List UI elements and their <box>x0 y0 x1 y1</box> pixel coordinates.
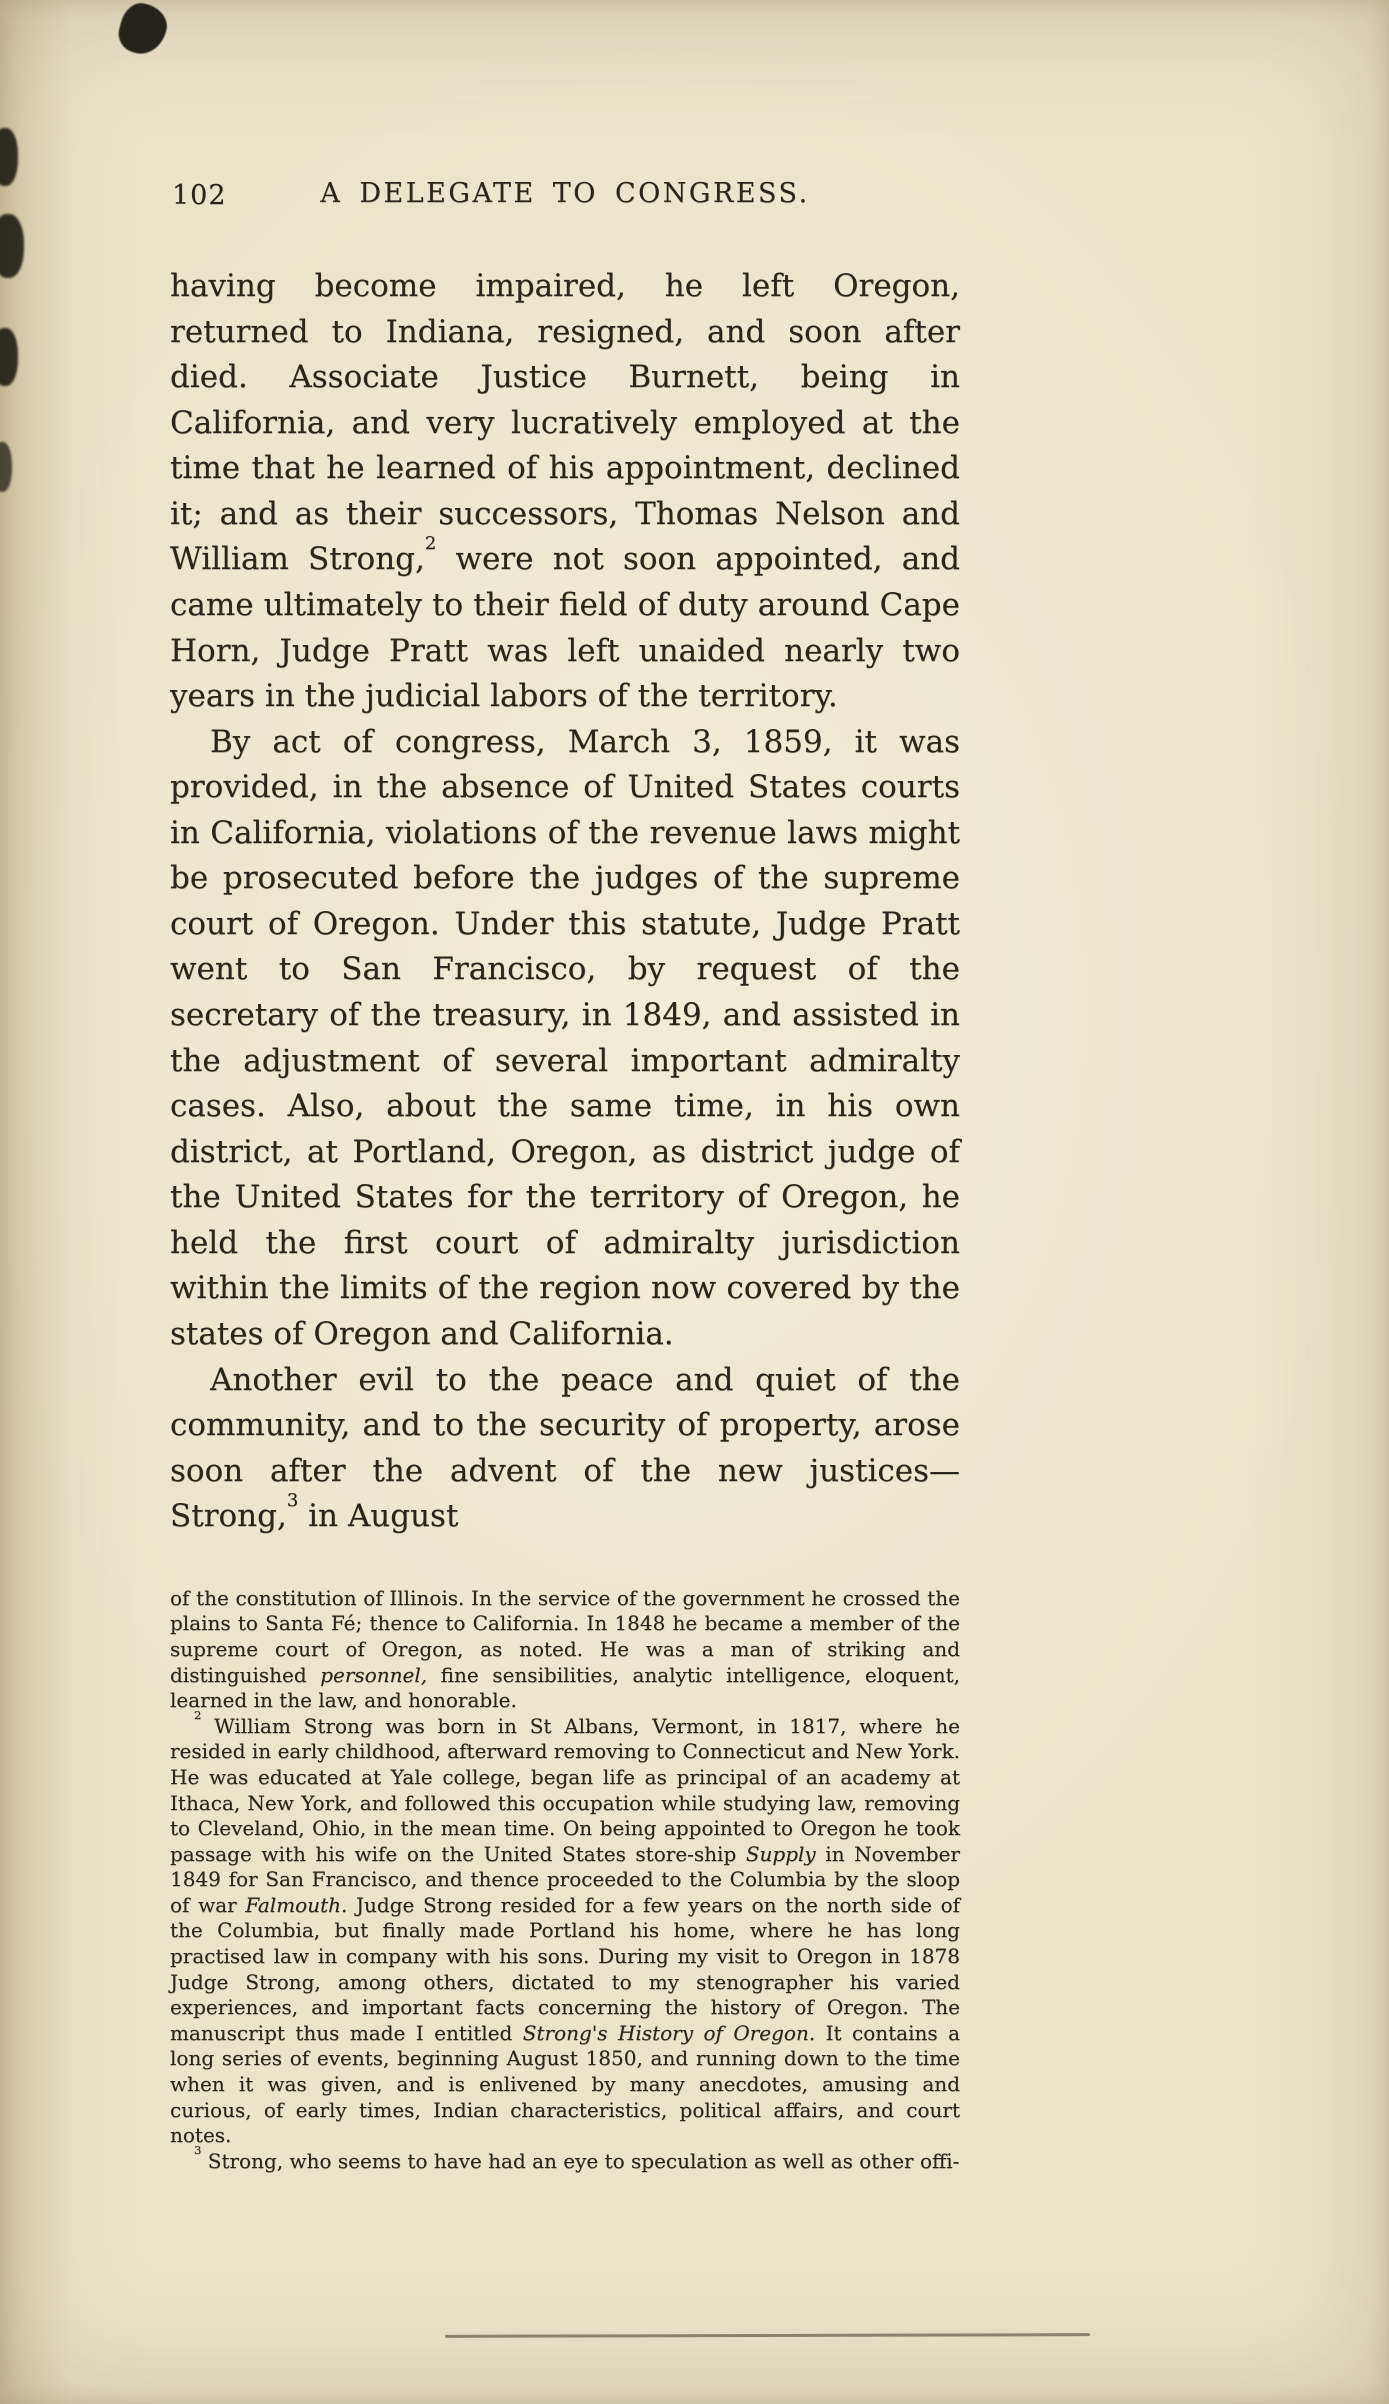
page-header <box>170 178 960 220</box>
page-edge-mark <box>0 328 18 386</box>
footnote <box>170 1708 961 2149</box>
page-edge-mark <box>0 214 24 278</box>
text-run: were not soon appointed, and came ultimately to their field of duty around Cape Horn, Judge Pratt was left unaided nearly two years in the judicial labors of the territory. <box>170 541 960 715</box>
text-run: William Strong was born in St Albans, Vermont, in 1817, where he resided in early childhood, afterward removing to Connecticut and New York. He was educated at Yale college, began life as principal of an academy at Ithaca, New York, and followed this occupation while studying law, removing to Cleveland, Ohio, in the mean time. On being appointed to Oregon he took passage with his wife on the United States store-ship <box>170 1713 960 1866</box>
page-content <box>170 178 960 2174</box>
footnote-marker: 3 <box>286 1489 299 1511</box>
footnote <box>170 2143 960 2175</box>
body-paragraph <box>170 1358 960 1540</box>
text-run: of the constitution of Illinois. In the service of the government he crossed the plains to Santa Fé; thence to California. In 1848 he became a member of the supreme court of Oregon, as noted. He was a man of striking and distinguished <box>170 1585 960 1687</box>
footnote <box>170 1586 960 1714</box>
page-edge-mark <box>0 128 18 186</box>
body-paragraph <box>170 264 960 720</box>
footnotes <box>170 1586 960 2175</box>
ink-smudge-artifact <box>115 0 172 59</box>
text-run: having become impaired, he left Oregon, returned to Indiana, resigned, and soon after died. Associate Justice Burnett, being in California, and very lucratively employed at the time that he learned of his appointment, declined it; and as their successors, Thomas Nelson and William Strong, <box>170 268 960 578</box>
page-edge-mark <box>0 442 12 492</box>
footnote-marker: 2 <box>424 533 437 555</box>
italic-text: Supply <box>745 1841 816 1866</box>
text-run: Judge Strong resided for a few years on the north side of the Columbia, but finally made Portland his home, where he has long practised law in company with his sons. During my visit to Oregon in 1878 Judge Strong, among others, dictated to my stenographer his varied experiences, and important facts concerning the history of Oregon. The manuscript thus made I entitled <box>170 1892 961 2045</box>
italic-text: Strong's History of Oregon. <box>522 2020 816 2045</box>
running-head: A DELEGATE TO CONGRESS. <box>320 178 810 209</box>
footnote-marker: 3 <box>194 2143 202 2158</box>
page-number: 102 <box>172 180 227 211</box>
body-text <box>170 264 960 1540</box>
text-run: Another evil to the peace and quiet of the community, and to the security of property, arose soon after the advent of the new justices—Strong, <box>170 1361 960 1535</box>
body-paragraph <box>170 720 960 1358</box>
footnote-marker: 2 <box>194 1708 202 1723</box>
text-run: in November 1849 for San Francisco, and thence proceeded to the Columbia by the sloop of war <box>170 1841 960 1917</box>
italic-text: personnel, <box>320 1662 428 1687</box>
text-run: fine sensibilities, analytic intelligence, eloquent, learned in the law, and honorable. <box>170 1662 961 1713</box>
italic-text: Falmouth. <box>245 1892 348 1917</box>
text-run: in August <box>298 1498 459 1535</box>
text-run: It contains a long series of events, beginning August 1850, and running down to the time when it was given, and is enlivened by many anecdotes, amusing and curious, of early times, Indian characteristics, political affairs, and court notes. <box>170 2020 960 2148</box>
scan-line-artifact <box>445 2333 1090 2338</box>
text-run: By act of congress, March 3, 1859, it was provided, in the absence of United States courts in California, violations of the revenue laws might be prosecuted before the judges of the supreme court of Oregon. Under this statute, Judge Pratt went to San Francisco, by request of the secretary of the treasury, in 1849, and assisted in the adjustment of several important admiralty cases. Also, about the same time, in his own district, at Portland, Oregon, as district judge of the United States for the territory of Oregon, he held the first court of admiralty jurisdiction within the limits of the region now covered by the states of Oregon and California. <box>170 723 960 1352</box>
text-run: Strong, who seems to have had an eye to speculation as well as other offi- <box>201 2148 960 2173</box>
